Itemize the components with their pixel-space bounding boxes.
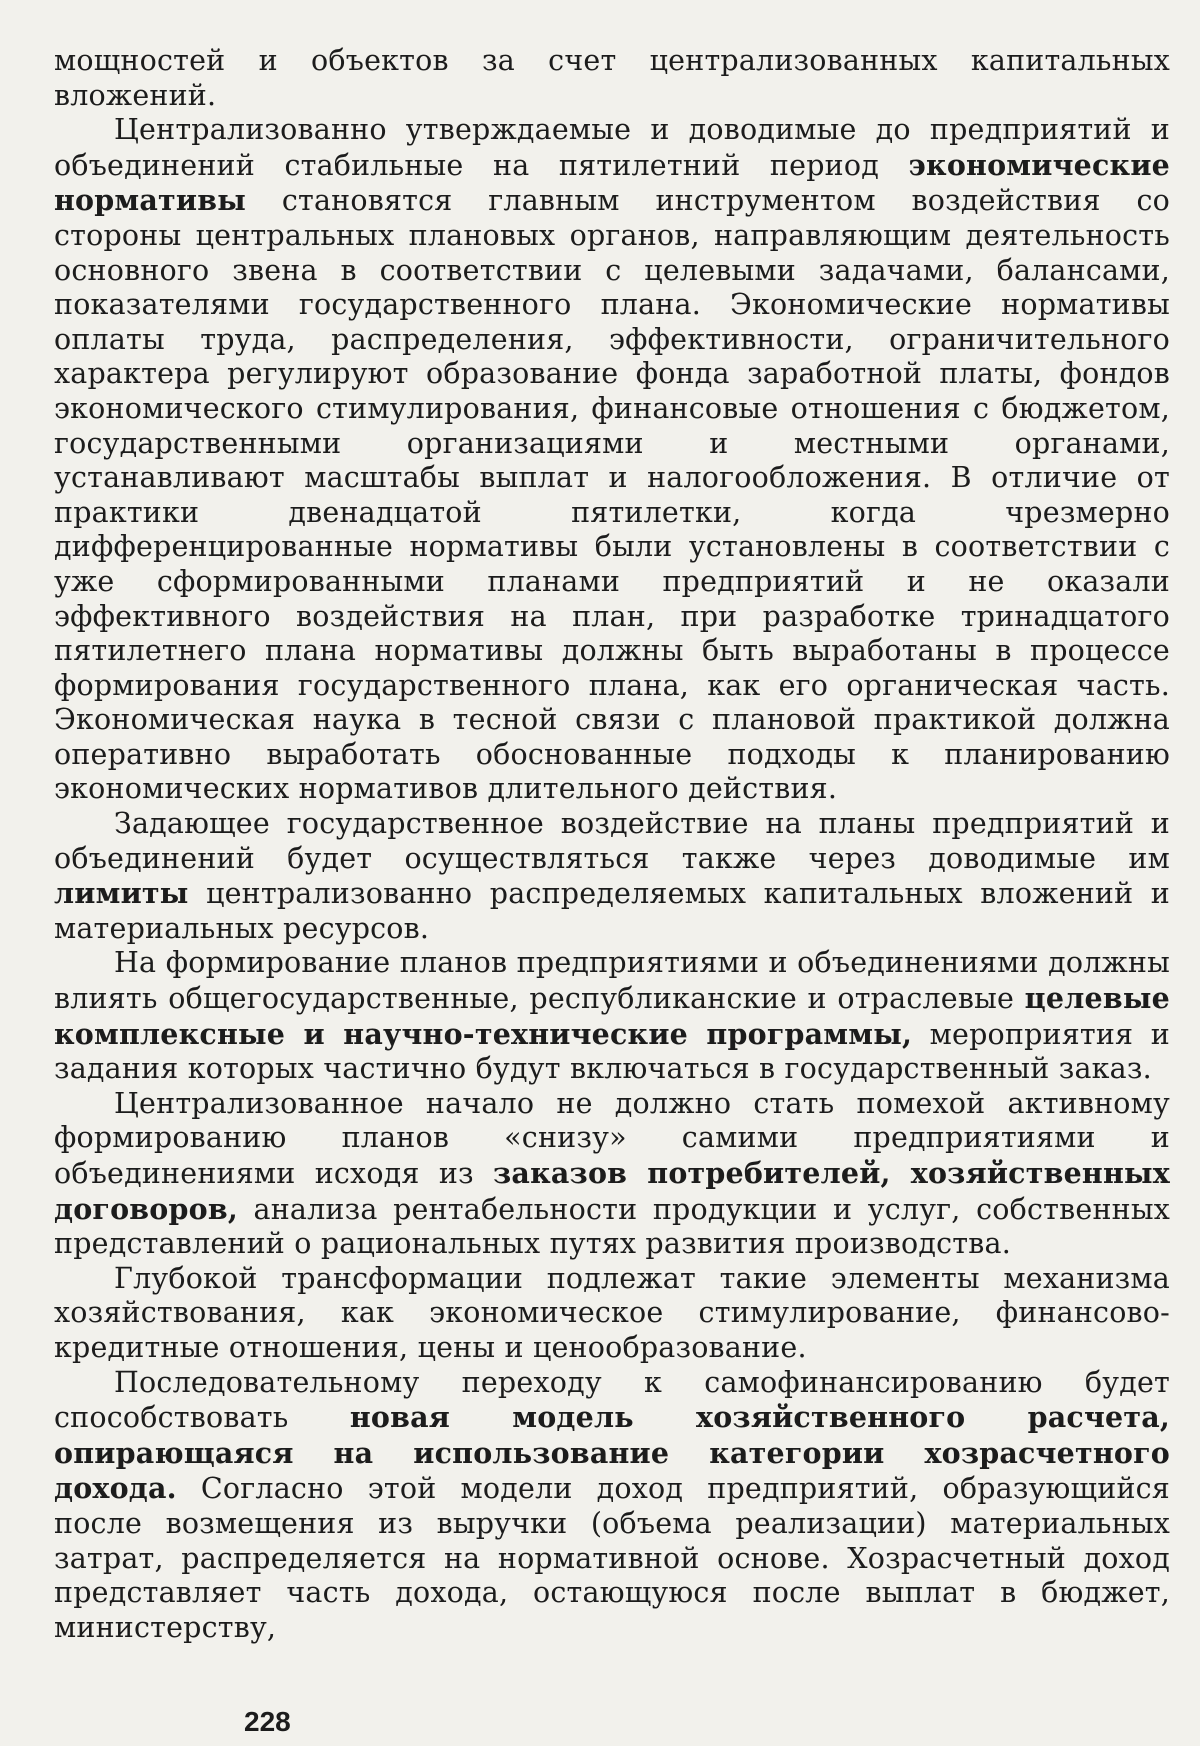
text-run: мероприятия и задания которых частично будут включаться в государственный заказ. [54, 1017, 1170, 1086]
bold-term: экономические нормативы [54, 147, 1170, 218]
page-number: 228 [244, 1706, 291, 1737]
bold-term: лимиты [54, 876, 189, 911]
paragraph [54, 1262, 1170, 1366]
paragraph [54, 1366, 1170, 1646]
text-run: Глубокой трансформации подлежат такие элементы механизма хозяйствования, как экономическое стимулирование, финансово-кредитные отношения, цены и ценообразование. [54, 1261, 1170, 1364]
text-run: Задающее государственное воздействие на планы предприятий и объединений будет осуществляться также через доводимые им [54, 807, 1170, 875]
text-run: централизованно распределяемых капитальных вложений и материальных ресурсов. [54, 877, 1170, 945]
text-run: Согласно этой модели доход предприятий, образующийся после возмещения из выручки (объема реализации) материальных затрат, распределяется на нормативной основе. Хозрасчетный доход представляет часть дохода, остающуюся после выплат в бюджет, министерству, [54, 1472, 1170, 1644]
text-run: Централизованное начало не должно стать помехой активному формированию планов «снизу» самими предприятиями и объединениями исходя из [54, 1086, 1170, 1190]
text-run: На формирование планов предприятиями и объединениями должны влиять общегосударственные, республиканские и отраслевые [54, 946, 1170, 1016]
paragraph [54, 807, 1170, 946]
bold-term: новая модель хозяйственного расчета, опирающаяся на использование категории хозрасчетного дохода. [54, 1400, 1170, 1506]
page-body [54, 44, 1170, 1645]
text-run: мощностей и объектов за счет централизованных капитальных вложений. [54, 44, 1170, 112]
bold-term: заказов потребителей, хозяйственных договоров, [54, 1156, 1170, 1226]
paragraph [54, 44, 1170, 113]
text-run: анализа рентабельности продукции и услуг, собственных представлений о рациональных путях развития производства. [54, 1192, 1170, 1261]
paragraph [54, 946, 1170, 1086]
text-run: Последовательному переходу к самофинансированию будет способствовать [54, 1365, 1170, 1435]
paragraph [54, 1087, 1170, 1262]
paragraph [54, 113, 1170, 807]
text-run: Централизованно утверждаемые и доводимые до предприятий и объединений стабильные на пятилетний период [54, 113, 1170, 182]
text-body [54, 44, 1170, 1645]
bold-term: целевые комплексные и научно-технические программы, [54, 981, 1170, 1051]
text-run: становятся главным инструментом воздействия со стороны центральных плановых органов, направляющим деятельность основного звена в соответствии с целевыми задачами, балансами, показателями государственного плана. Экономические нормативы оплаты труда, распределения, эффективности, ограничительного характера регулируют образование фонда заработной платы, фондов экономического стимулирования, финансовые отношения с бюджетом, государственными организациями и местными органами, устанавливают масштабы выплат и налогообложения. В отличие от практики двенадцатой пятилетки, когда чрезмерно дифференцированные нормативы были установлены в соответствии с уже сформированными планами предприятий и не оказали эффективного воздействия на план, при разработке тринадцатого пятилетнего плана нормативы должны быть выработаны в процессе формирования государственного плана, как его органическая часть. Экономическая наука в тесной связи с плановой практикой должна оперативно выработать обоснованные подходы к планированию экономических нормативов длительного действия. [54, 184, 1170, 806]
